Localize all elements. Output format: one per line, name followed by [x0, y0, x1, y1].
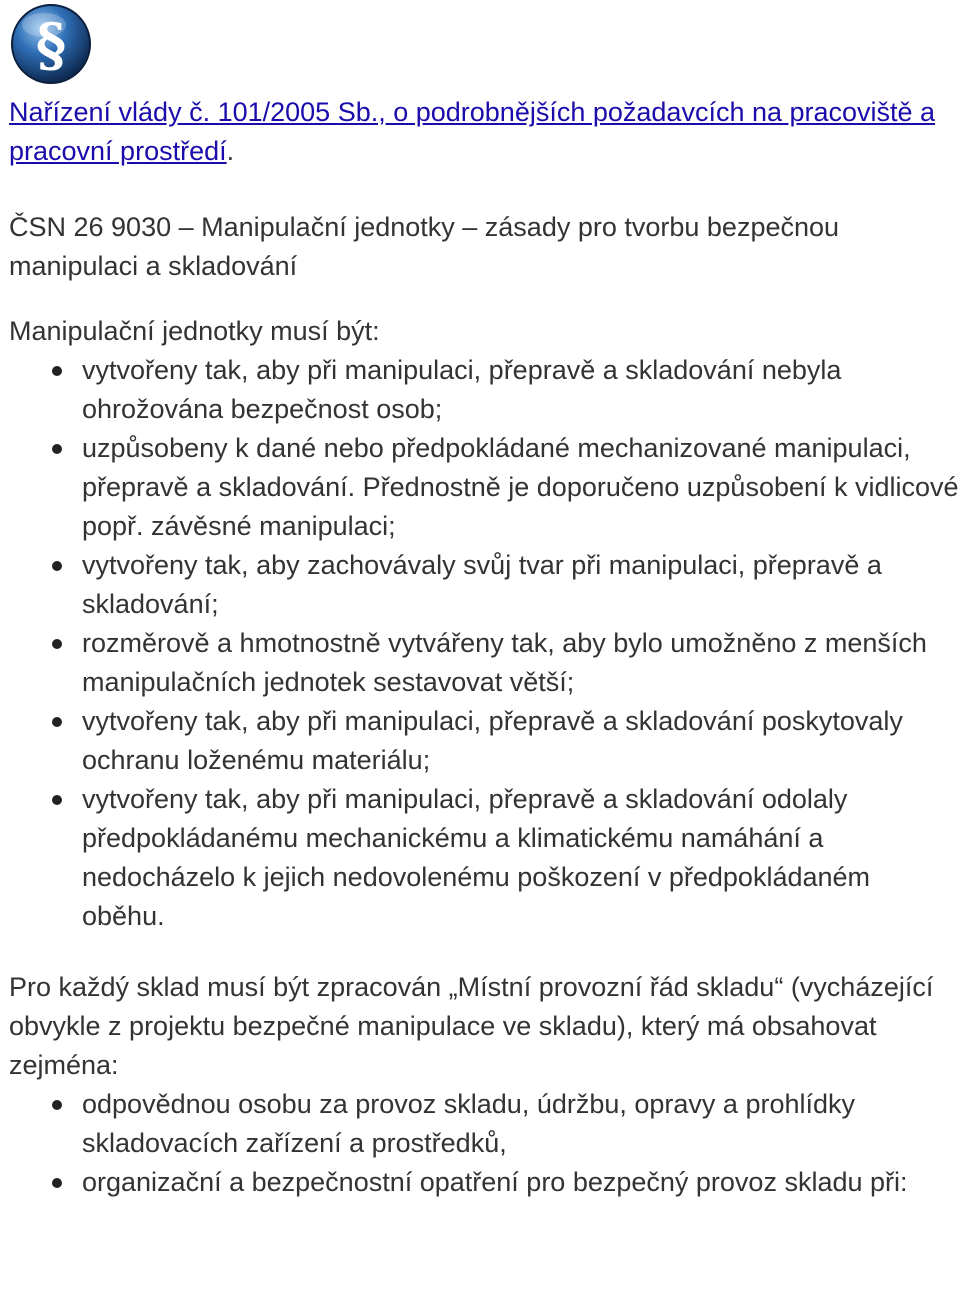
- bullet-icon: [52, 444, 62, 454]
- warehouse-rules-intro: Pro každý sklad musí být zpracován „Místní provozní řád skladu“ (vycházející obvykle z projektu bezpečné manipulace ve skladu), který má obsahovat zejména:: [9, 972, 934, 1080]
- bullet-icon: [52, 1100, 62, 1110]
- bullet-icon: [52, 717, 62, 727]
- warehouse-rules-list: [9, 1085, 959, 1202]
- bullet-icon: [52, 561, 62, 571]
- regulation-link-period: .: [226, 136, 235, 166]
- list-item: [82, 1163, 959, 1202]
- list-item-text: uzpůsobeny k dané nebo předpokládané mechanizované manipulaci, přepravě a skladování. Přednostně je doporučeno uzpůsobení k vidlicové popř. závěsné manipulaci;: [82, 433, 959, 541]
- list-item: [82, 780, 959, 936]
- list-item: [82, 546, 959, 624]
- section-glyph: §: [35, 11, 67, 79]
- csn-standard-title: ČSN 26 9030 – Manipulační jednotky – zásady pro tvorbu bezpečnou manipulaci a skladování: [9, 212, 840, 281]
- paragraph-section-icon: [10, 3, 92, 85]
- bullet-icon: [52, 366, 62, 376]
- list-item-text: vytvořeny tak, aby při manipulaci, přepravě a skladování nebyla ohrožována bezpečnost osob;: [82, 355, 842, 424]
- list-item-text: vytvořeny tak, aby při manipulaci, přepravě a skladování poskytovaly ochranu loženému materiálu;: [82, 706, 903, 775]
- list-item-text: vytvořeny tak, aby při manipulaci, přepravě a skladování odolaly předpokládanému mechanickému a klimatickému namáhání a nedocházelo k jejich nedovolenému poškození v předpokládaném oběhu.: [82, 784, 871, 931]
- regulation-paragraph: [9, 93, 959, 171]
- bullet-icon: [52, 1178, 62, 1188]
- units-requirements-list: [9, 351, 959, 936]
- units-intro: Manipulační jednotky musí být:: [9, 316, 380, 346]
- list-item: [82, 429, 959, 546]
- bullet-icon: [52, 639, 62, 649]
- list-item-text: vytvořeny tak, aby zachovávaly svůj tvar při manipulaci, přepravě a skladování;: [82, 550, 882, 619]
- list-item: [82, 624, 959, 702]
- list-item: [82, 702, 959, 780]
- document-body: [9, 93, 959, 1202]
- regulation-link[interactable]: Nařízení vlády č. 101/2005 Sb., o podrobnějších požadavcích na pracoviště a pracovní prostředí: [9, 97, 936, 166]
- section-logo-icon: [10, 3, 92, 85]
- bullet-icon: [52, 795, 62, 805]
- list-item-text: rozměrově a hmotnostně vytvářeny tak, aby bylo umožněno z menších manipulačních jednotek sestavovat větší;: [82, 628, 927, 697]
- list-item-text: odpovědnou osobu za provoz skladu, údržbu, opravy a prohlídky skladovacích zařízení a prostředků,: [82, 1089, 855, 1158]
- list-item: [82, 351, 959, 429]
- list-item: [82, 1085, 959, 1163]
- list-item-text: organizační a bezpečnostní opatření pro bezpečný provoz skladu při:: [82, 1167, 908, 1197]
